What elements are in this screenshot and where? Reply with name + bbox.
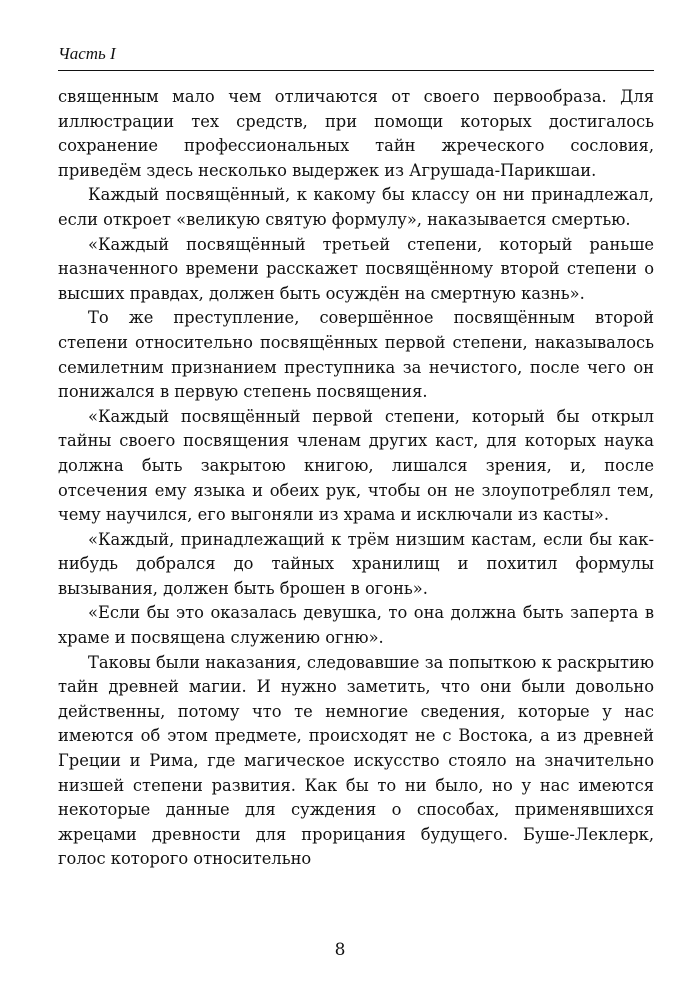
- page-body: [58, 85, 654, 872]
- header-rule: [58, 70, 654, 71]
- paragraph-5: «Каждый посвящённый первой степени, который бы открыл тайны своего посвящения членам других каст, для которых наука должна быть закрытою книгою, лишался зрения, и, после отсечения ему языка и обеих рук, чтобы он не злоупотреблял тем, чему научился, его выгоняли из храма и исключали из касты».: [58, 406, 654, 525]
- paragraph-2: Каждый посвящённый, к какому бы классу он ни принадлежал, если откроет «великую святую формулу», наказывается смертью.: [58, 185, 654, 229]
- paragraph-4: То же преступление, совершённое посвящённым второй степени относительно посвящённых первой степени, наказывалось семилетним признанием преступника за нечистого, после чего он понижался в первую степень посвящения.: [58, 308, 654, 402]
- paragraph-8: Таковы были наказания, следовавшие за попыткою к раскрытию тайн древней магии. И нужно заметить, что они были довольно действенны, потому что те немногие сведения, которые у нас имеются об этом предмете, происходят не с Востока, а из древней Греции и Рима, где магическое искусство стояло на значительно низшей степени развития. Как бы то ни было, но у нас имеются некоторые данные для суждения о способах, применявшихся жрецами древности для прорицания будущего. Буше-Леклерк, голос которого относительно: [58, 652, 654, 869]
- running-head: Часть I: [58, 44, 116, 63]
- paragraph-7: «Если бы это оказалась девушка, то она должна быть заперта в храме и посвящена служению огню».: [58, 603, 654, 648]
- paragraph-3: «Каждый посвящённый третьей степени, который раньше назначенного времени расскажет посвящённому второй степени о высших правдах, должен быть осуждён на смертную казнь».: [58, 234, 654, 303]
- paragraph-6: «Каждый, принадлежащий к трём низшим кастам, если бы как-нибудь добрался до тайных хранилищ и похитил формулы вызывания, должен быть брошен в огонь».: [58, 529, 654, 598]
- paragraph-1: священным мало чем отличаются от своего первообраза. Для иллюстрации тех средств, при помощи которых достигалось сохранение профессиональных тайн жреческого сословия, приведём здесь несколько выдержек из Агрушада-Парикшаи.: [58, 87, 654, 180]
- page-number: 8: [334, 940, 346, 960]
